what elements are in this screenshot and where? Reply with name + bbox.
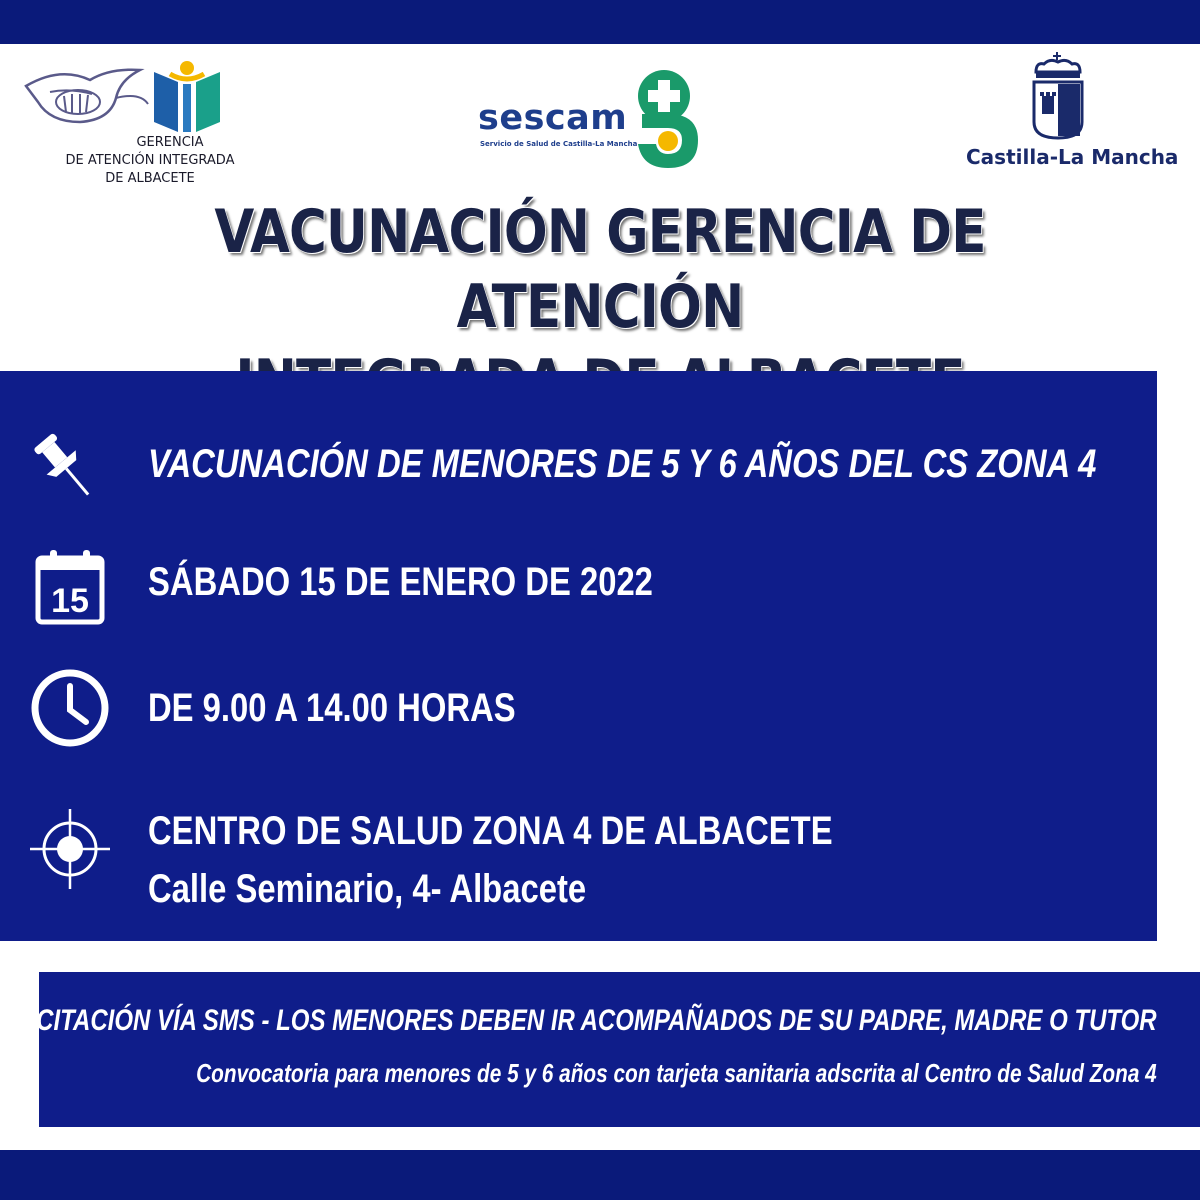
sescam-logo: [478, 70, 708, 170]
who-row: [0, 421, 1157, 511]
address-text: Calle Seminario, 4- Albacete: [148, 867, 587, 911]
calendar-icon: [34, 548, 106, 626]
top-bar: [0, 0, 1200, 44]
date-text: SÁBADO 15 DE ENERO DE 2022: [148, 560, 653, 604]
info-panel: [0, 371, 1157, 941]
gerencia-emblem-icon: [20, 58, 250, 138]
sescam-logo-subtitle: Servicio de Salud de Castilla-La Mancha: [480, 140, 638, 148]
place-text: CENTRO DE SALUD ZONA 4 DE ALBACETE: [148, 809, 833, 853]
footer-panel: [36, 972, 1200, 1127]
castilla-la-mancha-logo-text: Castilla-La Mancha: [966, 145, 1179, 169]
castilla-la-mancha-logo: [960, 52, 1179, 177]
footer-notice: CITACIÓN VÍA SMS - LOS MENORES DEBEN IR ACOMPAÑADOS DE SU PADRE, MADRE O TUTOR: [36, 1004, 1157, 1037]
sescam-logo-name: sescam: [478, 98, 628, 138]
clock-icon: [30, 668, 110, 748]
castle-shield-icon: [1030, 52, 1086, 140]
sescam-symbol-icon: [628, 70, 703, 170]
footer-eligibility: Convocatoria para menores de 5 y 6 años con tarjeta sanitaria adscrita al Centro de Salud Zona 4: [196, 1058, 1157, 1088]
page-title-line1: VACUNACIÓN GERENCIA DE ATENCIÓN: [214, 197, 986, 342]
gerencia-logo-text: [50, 134, 250, 188]
time-text: DE 9.00 A 14.00 HORAS: [148, 686, 516, 730]
pushpin-icon: [32, 431, 98, 503]
place-row: [0, 801, 1157, 921]
who-text: VACUNACIÓN DE MENORES DE 5 Y 6 AÑOS DEL CS ZONA 4: [148, 442, 1097, 486]
gerencia-logo: [20, 58, 250, 188]
time-row: [0, 666, 1157, 751]
calendar-day: 15: [51, 582, 89, 620]
date-row: [0, 546, 1157, 626]
crosshair-icon: [28, 807, 112, 891]
bottom-bar: [0, 1150, 1200, 1200]
gerencia-logo-line1: GERENCIA: [136, 135, 204, 150]
gerencia-logo-line2: DE ATENCIÓN INTEGRADA: [65, 153, 235, 168]
gerencia-logo-line3: DE ALBACETE: [105, 171, 195, 186]
